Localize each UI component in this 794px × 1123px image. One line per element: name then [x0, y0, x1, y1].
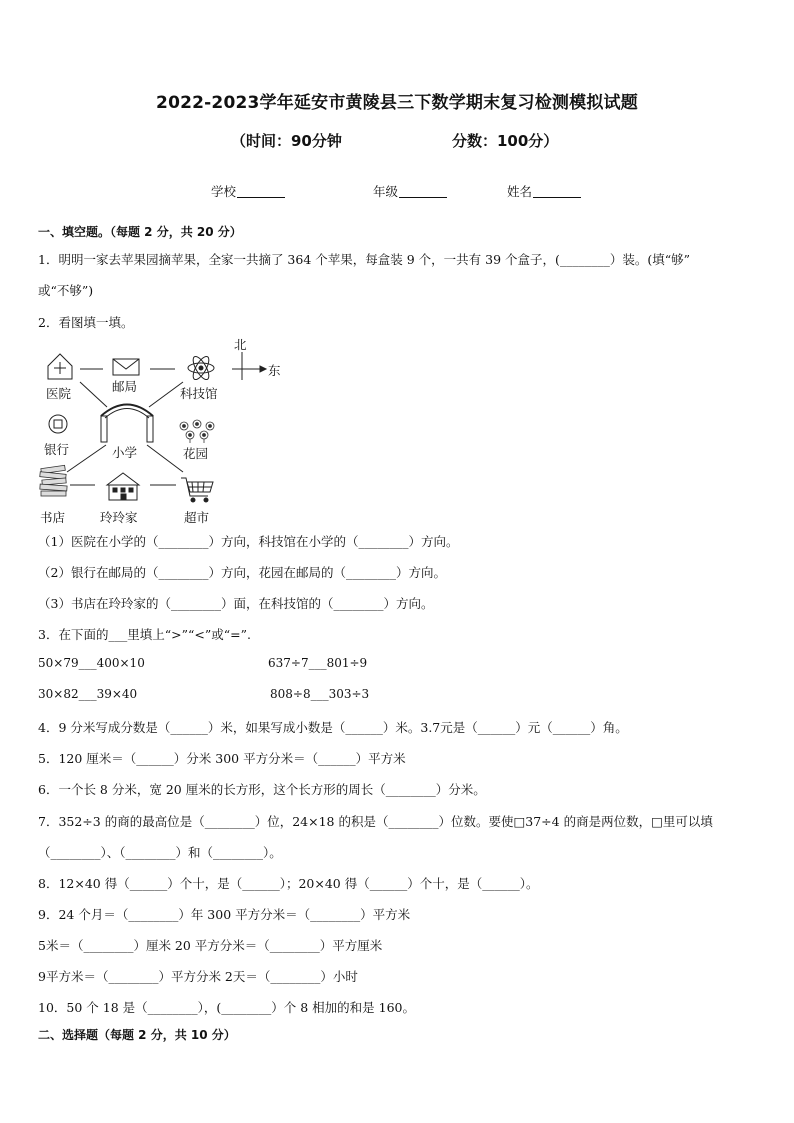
question-1-line1: 1．明明一家去苹果园摘苹果，全家一共摘了 364 个苹果，每盒装 9 个，一共有 39 个盒子，(________）装。(填“够”: [38, 252, 691, 267]
question-3-item-a: 50×79___400×10: [38, 656, 145, 670]
exam-title: 2022-2023学年延安市黄陵县三下数学期末复习检测模拟试题: [156, 93, 638, 113]
question-9-line1: 9．24 个月＝（________）年 300 平方分米＝（________）平方米: [38, 907, 411, 922]
shopping-cart-icon: [181, 478, 213, 502]
question-9-line2: 5米＝（________）厘米 20 平方分米＝（________）平方厘米: [38, 938, 383, 953]
map-label-bookstore: 书店: [40, 510, 66, 525]
map-label-hospital: 医院: [46, 386, 72, 401]
question-3-prompt: 3．在下面的___里填上“>”“<”或“=”.: [38, 627, 251, 642]
map-label-garden: 花园: [183, 446, 209, 461]
coin-icon: [49, 415, 67, 433]
map-label-science-museum: 科技馆: [180, 386, 218, 401]
question-9-line3: 9平方米＝（________）平方分米 2天＝（________）小时: [38, 969, 358, 984]
question-4: 4．9 分米写成分数是（______）米，如果写成小数是（______）米。3.7元是（______）元（______）角。: [38, 720, 628, 735]
question-2-part-3: （3）书店在玲玲家的（________）面，在科技馆的（________）方向。: [38, 596, 434, 611]
compass-east-arrow: [260, 366, 266, 372]
map-label-linglings-home: 玲玲家: [100, 510, 138, 525]
question-10: 10．50 个 18 是（________），(________）个 8 相加的和是 160。: [38, 1000, 415, 1015]
exam-score: 分数：100分）: [452, 132, 559, 150]
question-3-item-c: 30×82___39×40: [38, 687, 138, 701]
name-label: 姓名: [507, 184, 533, 199]
compass-north-label: 北: [234, 337, 247, 352]
question-2-part-2: （2）银行在邮局的（________）方向，花园在邮局的（________）方向。: [38, 565, 446, 580]
flowers-icon: [180, 420, 214, 443]
map-label-supermarket: 超市: [184, 510, 210, 525]
question-8: 8．12×40 得（______）个十，是（______）；20×40 得（______）个十，是（______）。: [38, 876, 539, 891]
section-fill-in-heading: 一、填空题。（每题 2 分，共 20 分）: [38, 225, 242, 239]
map-label-bank: 银行: [44, 442, 70, 457]
exam-time: （时间：90分钟: [231, 132, 342, 150]
question-5: 5．120 厘米＝（______）分米 300 平方分米＝（______）平方米: [38, 751, 406, 766]
question-2-part-1: （1）医院在小学的（________）方向，科技馆在小学的（________）方向。: [38, 534, 459, 549]
atom-icon: [188, 354, 214, 382]
house-icon: [107, 473, 139, 500]
question-7-line2: （________）、（________）和（________）。: [38, 845, 282, 860]
grade-label: 年级: [373, 184, 399, 199]
school-gate-right-pillar: [147, 416, 153, 442]
question-7-line1: 7．352÷3 的商的最高位是（________）位，24×18 的积是（________）位数。要使□37÷4 的商是两位数，□里可以填: [38, 814, 713, 829]
house-plus-icon: [48, 354, 72, 379]
compass-east-label: 东: [268, 363, 281, 378]
school-label: 学校: [211, 184, 237, 199]
question-6: 6．一个长 8 分米，宽 20 厘米的长方形，这个长方形的周长（________）分米。: [38, 782, 486, 797]
map-label-post-office: 邮局: [112, 379, 138, 394]
school-gate-left-pillar: [101, 416, 107, 442]
books-icon: [40, 465, 67, 496]
question-3-item-d: 808÷8___303÷3: [270, 687, 370, 701]
question-3-item-b: 637÷7___801÷9: [268, 656, 368, 670]
section-choice-heading: 二、选择题（每题 2 分，共 10 分）: [38, 1028, 236, 1042]
question-1-line2: 或“不够”): [38, 283, 94, 298]
question-2-prompt: 2．看图填一填。: [38, 315, 134, 330]
map-label-school: 小学: [112, 445, 138, 460]
envelope-icon: [113, 359, 139, 375]
